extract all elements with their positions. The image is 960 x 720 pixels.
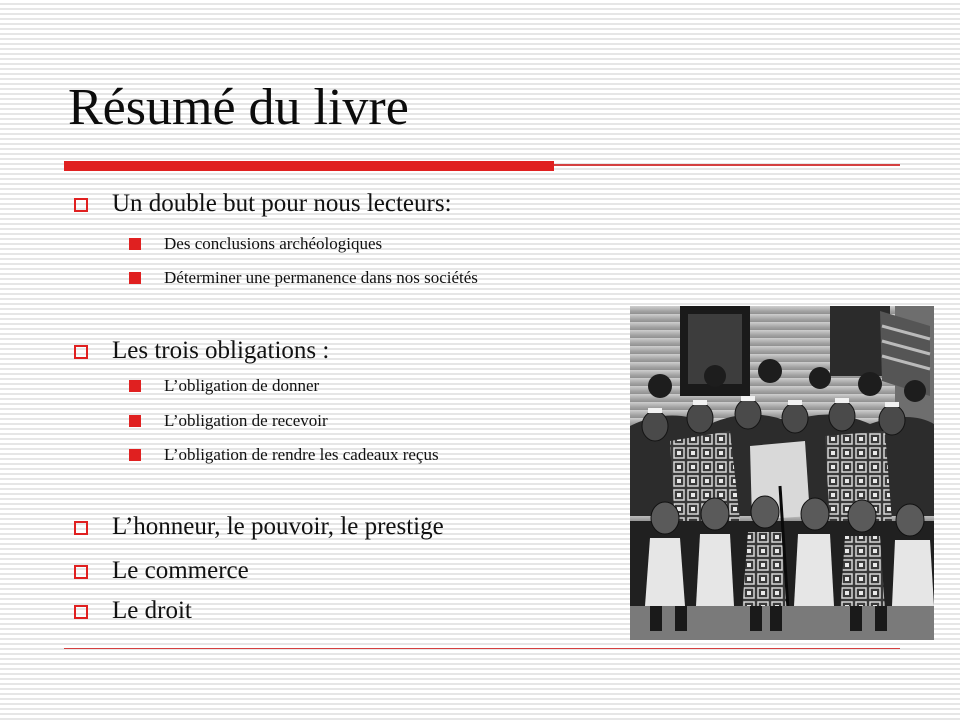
hollow-square-bullet-icon [74,345,88,359]
footer-rule [64,648,900,649]
group-photo-illustration [630,306,934,640]
bullet-item [74,557,249,585]
sub-bullet-text: Des conclusions archéologiques [164,234,383,253]
bullet-item [74,513,444,541]
bullet-text: Les trois obligations : [112,337,330,364]
hollow-square-bullet-icon [74,198,88,212]
sub-bullet-item [129,445,439,465]
bullet-item [74,190,452,218]
bullet-text: Le droit [112,597,192,624]
filled-square-bullet-icon [129,272,141,284]
sub-bullet-item [129,376,319,396]
slide-title: Résumé du livre [68,79,409,136]
sub-bullet-text: L’obligation de recevoir [164,411,328,430]
bullet-item [74,597,192,625]
bullet-item [74,337,329,365]
filled-square-bullet-icon [129,415,141,427]
sub-bullet-text: L’obligation de donner [164,376,320,395]
hollow-square-bullet-icon [74,605,88,619]
bullet-text: Un double but pour nous lecteurs: [112,190,452,217]
group-photo [630,306,934,640]
filled-square-bullet-icon [129,449,141,461]
hollow-square-bullet-icon [74,565,88,579]
filled-square-bullet-icon [129,238,141,250]
sub-bullet-text: Déterminer une permanence dans nos sociétés [164,268,478,287]
sub-bullet-text: L’obligation de rendre les cadeaux reçus [164,445,439,464]
bullet-text: L’honneur, le pouvoir, le prestige [112,513,444,540]
sub-bullet-item [129,234,382,254]
title-accent-bar [64,161,554,171]
sub-bullet-item [129,268,478,288]
sub-bullet-item [129,411,328,431]
hollow-square-bullet-icon [74,521,88,535]
filled-square-bullet-icon [129,380,141,392]
bullet-text: Le commerce [112,557,249,584]
